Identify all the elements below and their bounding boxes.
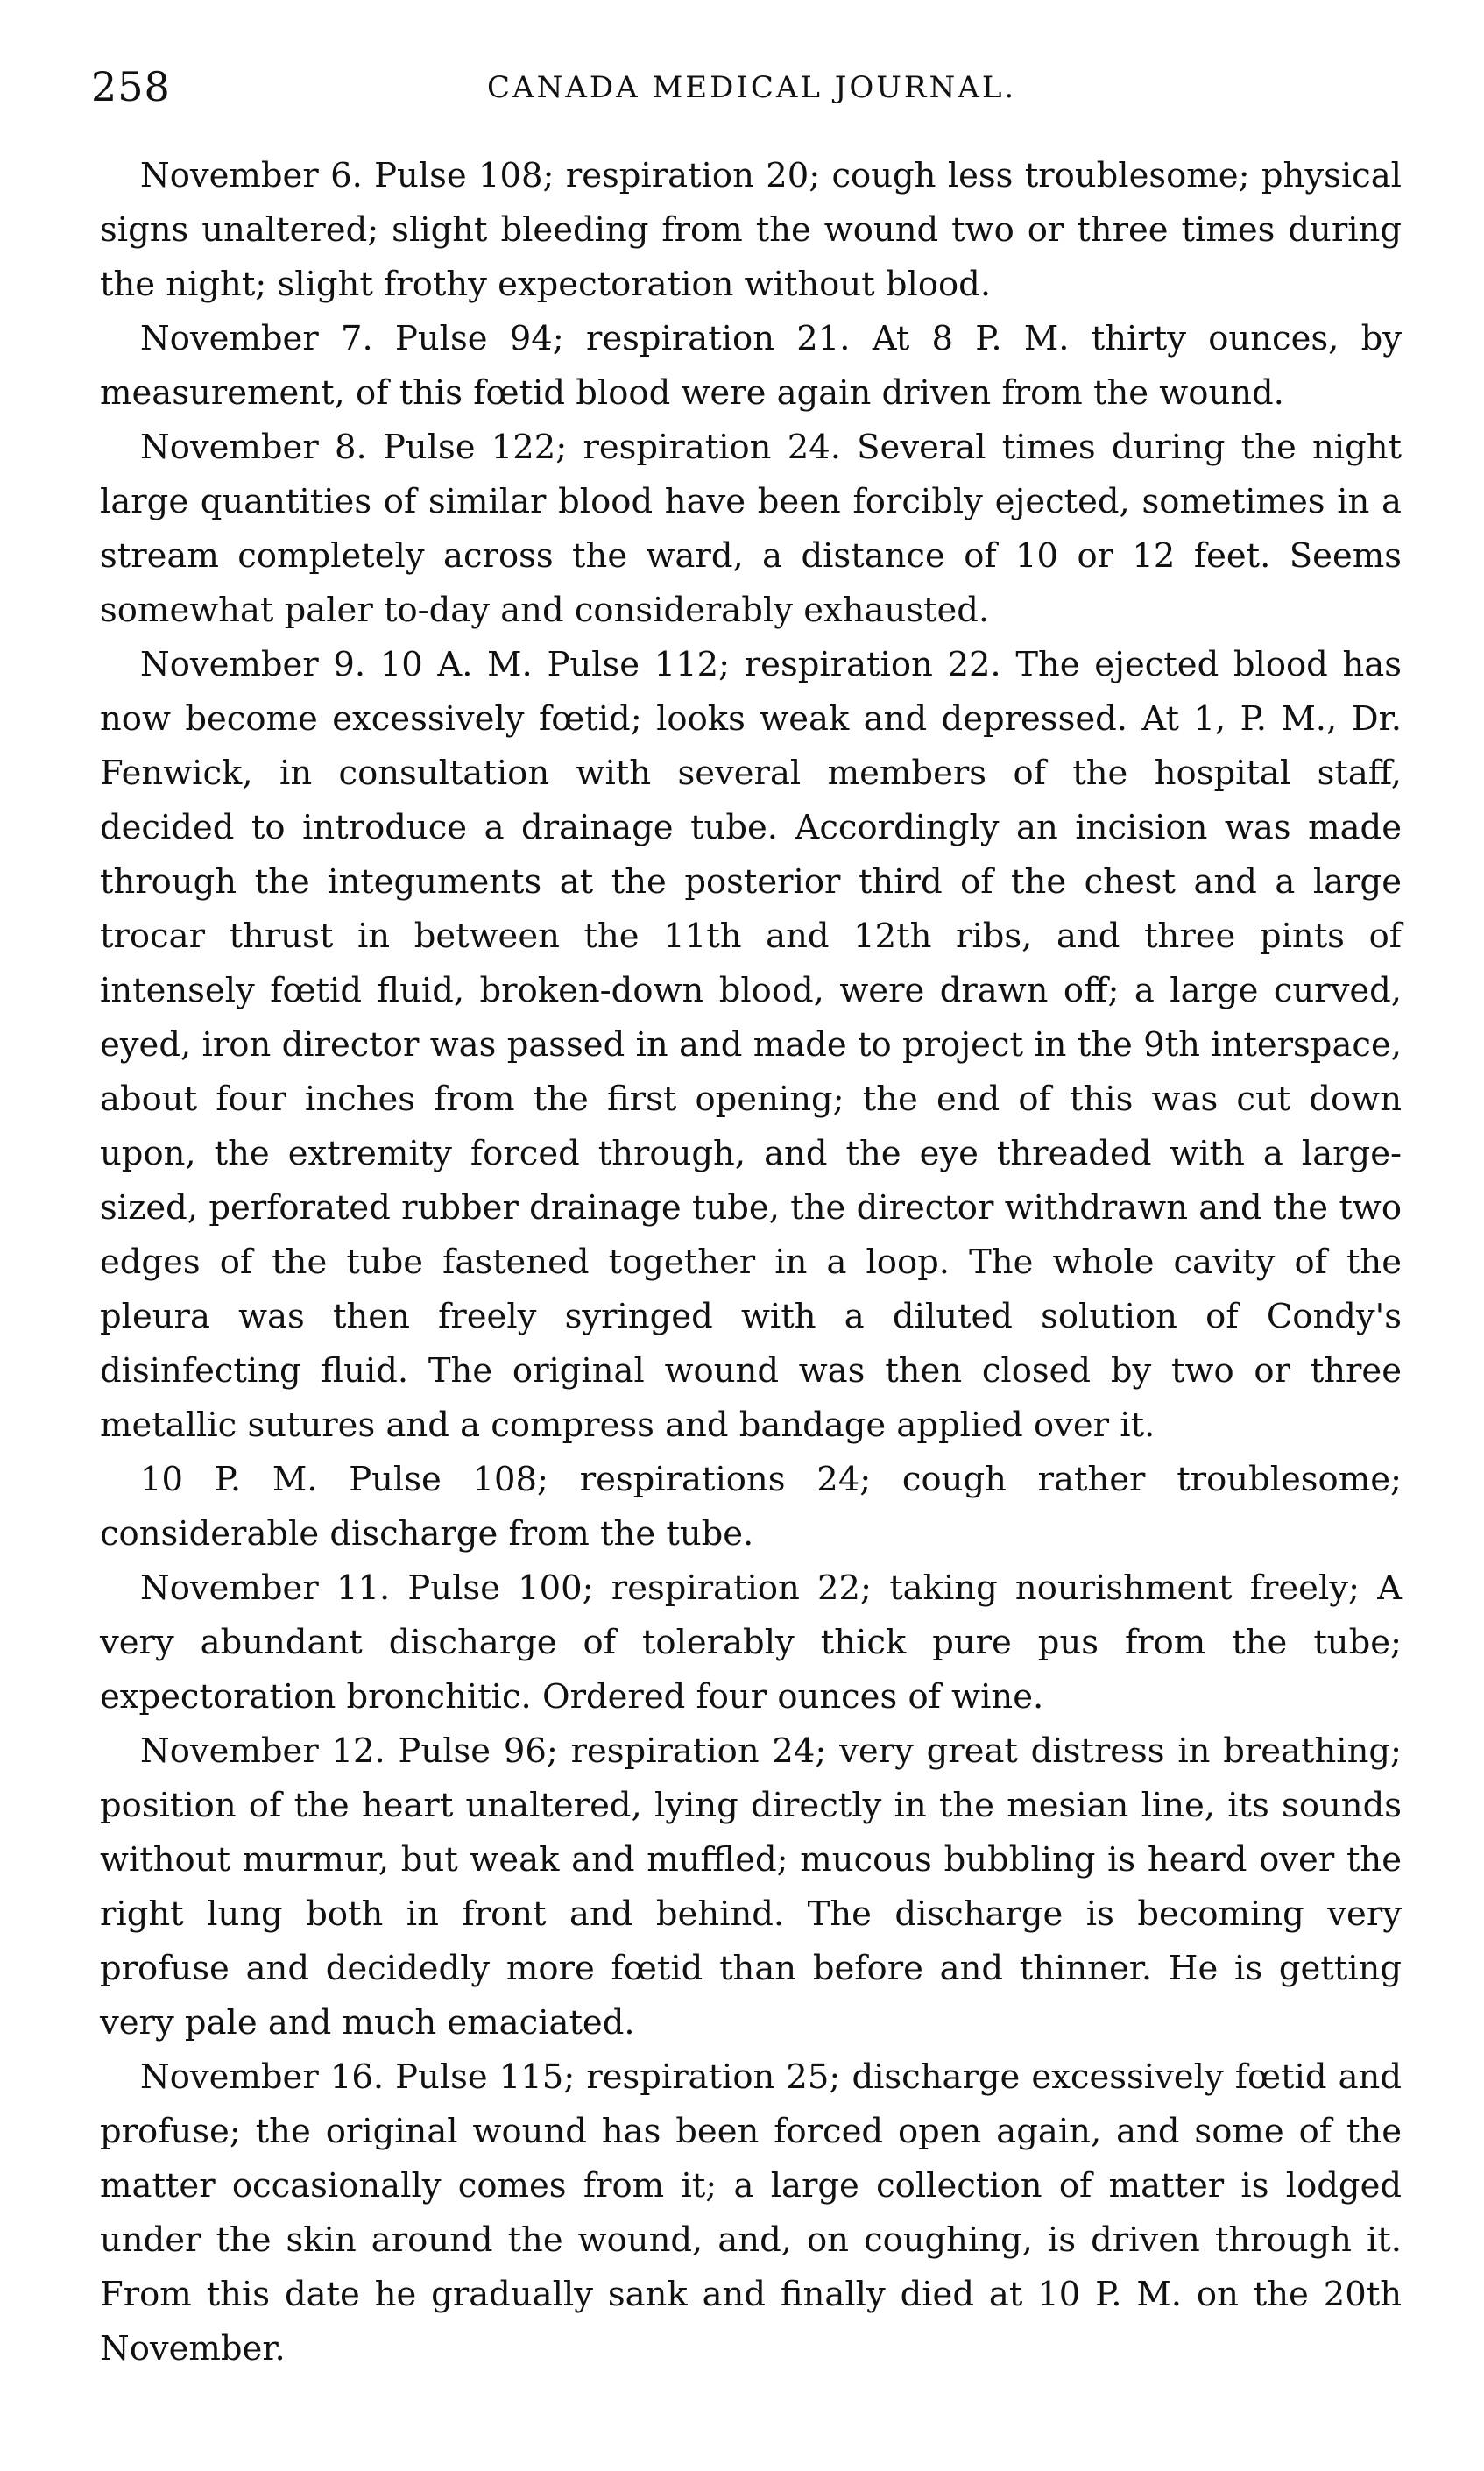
paragraph-november-9: November 9. 10 A. M. Pulse 112; respiration 22. The ejected blood has now become excessively fœtid; looks weak and depressed. At 1, P. M., Dr. Fenwick, in consultation with several members of the hospital staff, decided to introduce a drainage tube. Accordingly an incision was made through the integuments at the posterior third of the chest and a large trocar thrust in between the 11th and 12th ribs, and three pints of intensely fœtid fluid, broken-down blood, were drawn off; a large curved, eyed, iron director was passed in and made to project in the 9th interspace, about four inches from the first opening; the end of this was cut down upon, the extremity forced through, and the eye threaded with a large-sized, perforated rubber drainage tube, the director withdrawn and the two edges of the tube fastened together in a loop. The whole cavity of the pleura was then freely syringed with a diluted solution of Condy's disinfecting fluid. The original wound was then closed by two or three metallic sutures and a compress and bandage applied over it. bbox=[100, 645, 1402, 1445]
paragraph-november-12: November 12. Pulse 96; respiration 24; very great distress in breathing; position of the heart unaltered, lying directly in the mesian line, its sounds without murmur, but weak and muffled; mucous bubbling is heard over the right lung both in front and behind. The discharge is becoming very profuse and decidedly more fœtid than before and thinner. He is getting very pale and much emaciated. bbox=[100, 1731, 1402, 2043]
page-number: 258 bbox=[91, 63, 171, 110]
running-title: CANADA MEDICAL JOURNAL. bbox=[487, 70, 1017, 105]
paragraph-november-6: November 6. Pulse 108; respiration 20; cough less troublesome; physical signs unaltered; slight bleeding from the wound two or three times during the night; slight frothy expectoration without blood. bbox=[100, 156, 1402, 304]
article-body bbox=[100, 149, 1402, 2376]
paragraph-november-7: November 7. Pulse 94; respiration 21. At 8 P. M. thirty ounces, by measurement, of this fœtid blood were again driven from the wound. bbox=[100, 319, 1402, 413]
page-header bbox=[91, 63, 1405, 116]
paragraph-november-16: November 16. Pulse 115; respiration 25; discharge excessively fœtid and profuse; the original wound has been forced open again, and some of the matter occasionally comes from it; a large collection of matter is lodged under the skin around the wound, and, on coughing, is driven through it. From this date he gradually sank and finally died at 10 P. M. on the 20th November. bbox=[100, 2057, 1402, 2368]
paragraph-november-11: November 11. Pulse 100; respiration 22; taking nourishment freely; A very abundant discharge of tolerably thick pure pus from the tube; expectoration bronchitic. Ordered four ounces of wine. bbox=[100, 1568, 1402, 1717]
paragraph-november-8: November 8. Pulse 122; respiration 24. Several times during the night large quantities of similar blood have been forcibly ejected, sometimes in a stream completely across the ward, a distance of 10 or 12 feet. Seems somewhat paler to-day and considerably exhausted. bbox=[100, 428, 1402, 630]
paragraph-10-pm: 10 P. M. Pulse 108; respirations 24; cough rather troublesome; considerable discharge from the tube. bbox=[100, 1460, 1402, 1554]
